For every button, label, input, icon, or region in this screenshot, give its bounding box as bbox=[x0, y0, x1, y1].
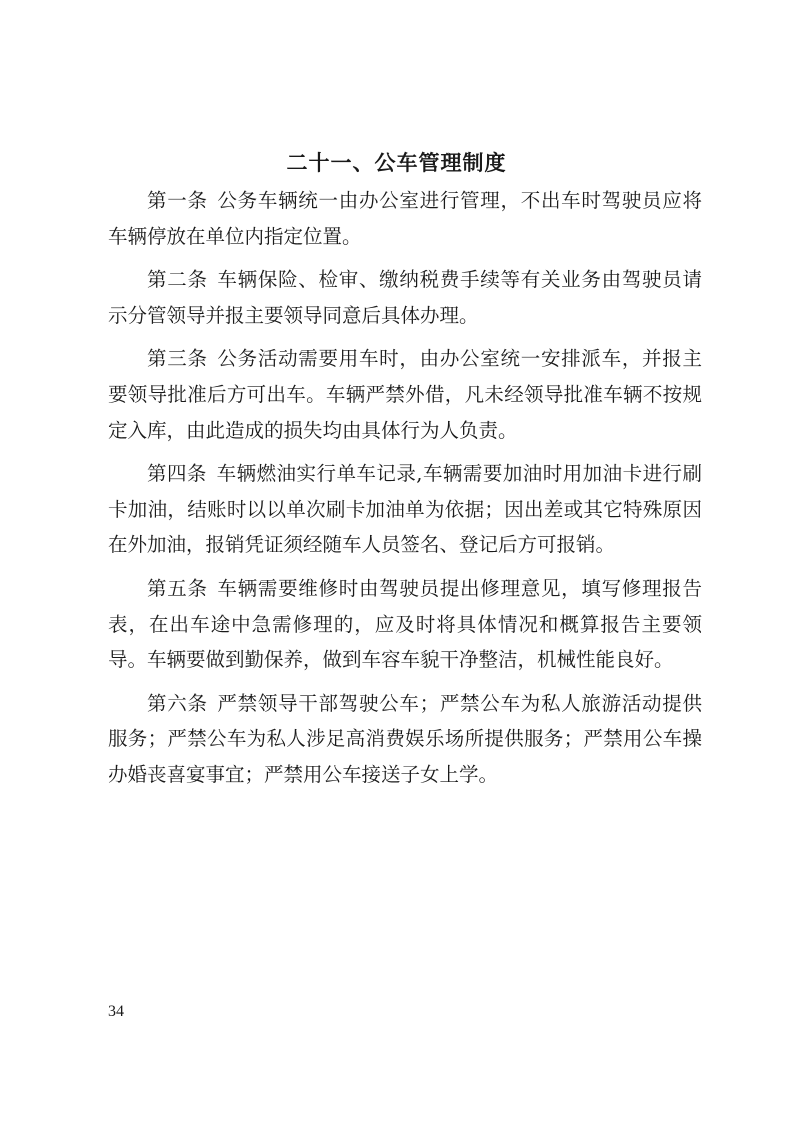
article-text: 公务活动需要用车时，由办公室统一安排派车，并报主要领导批准后方可出车。车辆严禁外借，凡未经领导批准车辆不按规定入库，由此造成的损失均由具体行为人负责。 bbox=[108, 347, 702, 442]
article-1 bbox=[108, 183, 702, 254]
article-label: 第三条 bbox=[147, 347, 208, 371]
article-5 bbox=[108, 571, 702, 678]
article-label: 第五条 bbox=[147, 576, 208, 600]
article-label: 第一条 bbox=[147, 189, 208, 212]
article-4 bbox=[108, 456, 702, 563]
article-label: 第四条 bbox=[147, 462, 207, 486]
page-number: 34 bbox=[108, 1003, 124, 1020]
article-text: 严禁领导干部驾驶公车；严禁公车为私人旅游活动提供服务；严禁公车为私人涉足高消费娱乐场所提供服务；严禁用公车操办婚丧喜宴事宜；严禁用公车接送子女上学。 bbox=[108, 691, 702, 786]
article-6 bbox=[108, 686, 702, 793]
page-title: 二十一、公车管理制度 bbox=[286, 151, 507, 175]
article-text: 车辆需要维修时由驾驶员提出修理意见，填写修理报告表，在出车途中急需修理的，应及时将具体情况和概算报告主要领导。车辆要做到勤保养，做到车容车貌干净整洁，机械性能良好。 bbox=[108, 576, 702, 672]
article-text: 车辆燃油实行单车记录,车辆需要加油时用加油卡进行刷卡加油，结账时以以单次刷卡加油单为依据；因出差或其它特殊原因在外加油，报销凭证须经随车人员签名、登记后方可报销。 bbox=[108, 462, 702, 557]
article-text: 车辆保险、检审、缴纳税费手续等有关业务由驾驶员请示分管领导并报主要领导同意后具体办理。 bbox=[108, 268, 702, 327]
article-label: 第二条 bbox=[147, 268, 208, 292]
document-body bbox=[108, 183, 702, 801]
article-label: 第六条 bbox=[147, 691, 208, 715]
article-text: 公务车辆统一由办公室进行管理，不出车时驾驶员应将车辆停放在单位内指定位置。 bbox=[108, 189, 702, 248]
article-2 bbox=[108, 262, 702, 333]
article-3 bbox=[108, 341, 702, 448]
